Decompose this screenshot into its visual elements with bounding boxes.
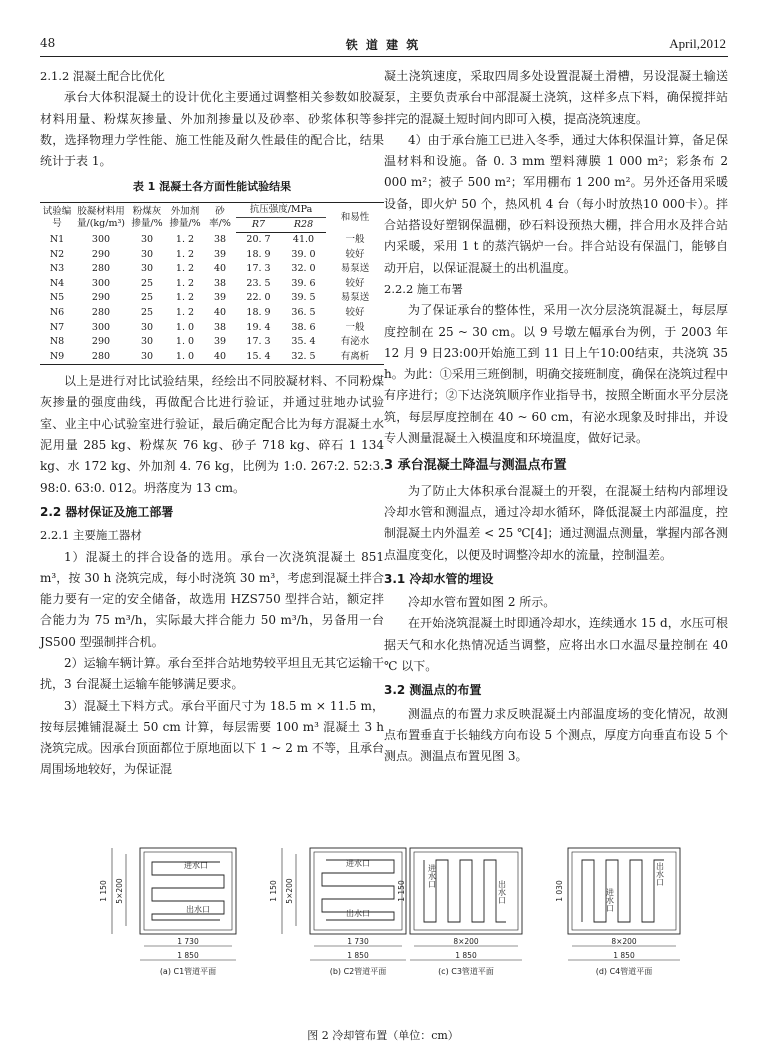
table-cell-sand: 40 bbox=[204, 350, 236, 365]
table-cell-r7: 23. 5 bbox=[246, 277, 271, 289]
table-row bbox=[40, 335, 384, 350]
left-column bbox=[40, 66, 384, 781]
right-column bbox=[384, 66, 728, 768]
dim-label: 1 850 bbox=[613, 951, 635, 960]
paragraph: 2）运输车辆计算。承台至拌合站地势较平坦且无其它运输干扰，3 台混凝土运输车能够满足要求。 bbox=[40, 655, 384, 692]
paragraph: 以上是进行对比试验结果，经绘出不同胶凝材料、不同粉煤灰掺量的强度曲线，再做配合比进行验证，并通过驻地办试验室、业主中心试验室进行验证，最后确定配合比为每方混凝土水泥用量 285 kg、粉煤灰 76 kg、砂子 718 kg、碎石 1 134 kg、水 172 kg、外加剂 4. 76 kg，比例为 1:0. 267:2. 52:3. 98:0. 63:0. 012。坍落度为 13 cm。 bbox=[40, 374, 384, 495]
performance-table bbox=[40, 202, 384, 365]
table-cell-binder: 290 bbox=[91, 336, 111, 348]
col-header-strength: 抗压强度/MPa bbox=[236, 202, 326, 217]
paragraph: 4）由于承台施工已进入冬季，通过大体积保温计算，备足保温材料和设施。备 0. 3 mm 塑料薄膜 1 000 m²；彩条布 2 000 m²；被子 500 m²；军用棚布 1 200 m²。另外还备用采暖设备，即火炉 50 个，热风机 4 台（每小时放热10 000卡）。拌合站搭设好塑钢保温棚，砂石料设预热大棚，拌合用水及拌合站内采暖，采用 1 t 的蒸汽锅炉一台。拌合站设有保温门，能够自动开启，以保证混凝土的出机温度。 bbox=[384, 132, 728, 275]
outlet-label: 出水口 bbox=[346, 909, 370, 918]
dim-label: 1 850 bbox=[455, 951, 477, 960]
table-row bbox=[40, 306, 384, 321]
table-cell-binder: 280 bbox=[91, 263, 111, 275]
table-cell-adm: 1. 2 bbox=[175, 233, 195, 245]
page-number: 48 bbox=[40, 36, 56, 50]
dim-label: 5×200 bbox=[115, 878, 124, 904]
table-cell-r28: 39. 6 bbox=[291, 277, 316, 289]
table-cell-fly: 30 bbox=[140, 336, 154, 348]
inlet-label: 进水口 bbox=[605, 888, 615, 912]
table-cell-work: 易泵送 bbox=[340, 292, 370, 304]
table-cell-adm: 1. 2 bbox=[175, 307, 195, 319]
col-header-sand-ratio: 砂率/% bbox=[204, 202, 236, 232]
table-cell-adm: 1. 2 bbox=[175, 292, 195, 304]
table-cell-id: N4 bbox=[49, 277, 65, 289]
table-cell-work: 有泌水 bbox=[340, 336, 370, 348]
table-cell-adm: 1. 0 bbox=[166, 350, 204, 365]
table-cell-work: 一般 bbox=[345, 321, 365, 333]
section-2-2-1-title: 2.2.1 主要施工器材 bbox=[40, 528, 142, 543]
dim-label: 1 850 bbox=[347, 951, 369, 960]
table-cell-r7: 20. 7 bbox=[246, 234, 271, 246]
issue-date: April,2012 bbox=[669, 36, 726, 51]
table-cell-sand: 39 bbox=[213, 248, 227, 260]
header-rule bbox=[40, 56, 728, 57]
table-row bbox=[40, 291, 384, 306]
table-cell-sand: 38 bbox=[213, 233, 227, 245]
table-cell-binder: 280 bbox=[91, 307, 111, 319]
table-row bbox=[40, 232, 384, 247]
dim-label: 1 850 bbox=[177, 951, 199, 960]
table-cell-work: 一般 bbox=[345, 233, 365, 245]
table-cell-adm: 1. 2 bbox=[175, 277, 195, 289]
table-cell-work: 易泵送 bbox=[340, 263, 370, 275]
table-cell-r28: 39. 5 bbox=[291, 292, 316, 304]
col-header-binder: 胶凝材料用量/(kg/m³) bbox=[74, 202, 128, 232]
col-header-r7: R7 bbox=[236, 217, 281, 232]
subfigure-caption: (d) C4管道平面 bbox=[595, 967, 653, 976]
dim-label: 8×200 bbox=[453, 937, 479, 946]
dim-label: 1 150 bbox=[397, 880, 406, 902]
col-header-id: 试验编号 bbox=[40, 202, 74, 232]
table-cell-binder: 290 bbox=[91, 248, 111, 260]
section-2-2-2-title: 2.2.2 施工布署 bbox=[384, 281, 463, 296]
dim-label: 1 730 bbox=[347, 937, 369, 946]
table-cell-adm: 1. 2 bbox=[175, 248, 195, 260]
table-cell-r28: 39. 0 bbox=[291, 248, 316, 260]
paragraph: 冷却水管布置如图 2 所示。 bbox=[408, 595, 556, 610]
outlet-label: 出水口 bbox=[655, 862, 665, 886]
table-cell-id: N5 bbox=[49, 292, 65, 304]
paragraph: 为了防止大体积承台混凝土的开裂，在混凝土结构内部埋设冷却水管和测温点，通过冷却水循环，降低混凝土内部温度，控制混凝土内外温差 < 25 ℃[4]；通过测温点测量，掌握内部各测点温度变化，以便及时调整冷却水的流量，控制温差。 bbox=[384, 483, 728, 562]
table-cell-r7: 18. 9 bbox=[246, 307, 271, 319]
section-2-1-2-title: 2.1.2 混凝土配合比优化 bbox=[40, 69, 165, 83]
table-cell-fly: 25 bbox=[140, 307, 154, 319]
table-cell-r7: 15. 4 bbox=[236, 350, 281, 365]
inlet-label: 进水口 bbox=[346, 859, 370, 868]
table-cell-work: 较好 bbox=[345, 277, 365, 289]
table-cell-binder: 300 bbox=[91, 277, 111, 289]
table-cell-fly: 25 bbox=[140, 292, 154, 304]
table-cell-sand: 40 bbox=[213, 307, 227, 319]
table-cell-id: N9 bbox=[40, 350, 74, 365]
table-cell-sand: 39 bbox=[213, 292, 227, 304]
paragraph: 在开始浇筑混凝土时即通冷却水，连续通水 15 d，水压可根据天气和水化热情况适当调整，应将出水口水温尽量控制在 40 ℃ 以下。 bbox=[384, 616, 728, 674]
table-row bbox=[40, 320, 384, 335]
table-cell-id: N6 bbox=[49, 307, 65, 319]
table-row bbox=[40, 262, 384, 277]
table-cell-adm: 1. 0 bbox=[175, 336, 195, 348]
table-cell-fly: 30 bbox=[140, 263, 154, 275]
table-cell-r7: 17. 3 bbox=[246, 336, 271, 348]
subfigure-caption: (b) C2管道平面 bbox=[329, 967, 387, 976]
table-cell-r28: 38. 6 bbox=[291, 321, 316, 333]
table-cell-fly: 30 bbox=[128, 350, 166, 365]
table-cell-id: N3 bbox=[49, 263, 65, 275]
dim-label: 1 150 bbox=[269, 880, 278, 902]
paragraph: 测温点的布置力求反映混凝土内部温度场的变化情况，故测点布置垂直于长轴线方向布设 5 个测点，厚度方向垂直布设 5 个测点。测温点布置见图 3。 bbox=[384, 706, 728, 764]
table-cell-r7: 22. 0 bbox=[246, 292, 271, 304]
table-row bbox=[40, 247, 384, 262]
table-cell-r28: 35. 4 bbox=[291, 336, 316, 348]
section-3-title: 3 承台混凝土降温与测温点布置 bbox=[384, 458, 567, 474]
table-cell-sand: 39 bbox=[213, 336, 227, 348]
table-cell-r28: 36. 5 bbox=[291, 307, 316, 319]
table-cell-fly: 25 bbox=[140, 277, 154, 289]
dim-label: 1 150 bbox=[99, 880, 108, 902]
table-row bbox=[40, 277, 384, 292]
table-cell-fly: 30 bbox=[140, 233, 154, 245]
table-cell-fly: 30 bbox=[140, 321, 154, 333]
inlet-label: 进水口 bbox=[427, 864, 437, 888]
table-cell-work: 较好 bbox=[345, 248, 365, 260]
paragraph: 3）混凝土下料方式。承台平面尺寸为 18.5 m × 11.5 m，按每层摊铺混凝土 50 cm 计算，每层需要 100 m³ 混凝土 3 h 浇筑完成。因承台顶面都位于原地面以下 1 ~ 2 m 不等，且承台周围场地较好，为保证混 bbox=[40, 698, 384, 777]
subfigure-caption: (a) C1管道平面 bbox=[159, 967, 217, 976]
figure-2 bbox=[40, 840, 728, 1020]
col-header-flyash: 粉煤灰掺量/% bbox=[128, 202, 166, 232]
dim-label: 8×200 bbox=[611, 937, 637, 946]
inlet-label: 进水口 bbox=[184, 861, 208, 870]
col-header-r28: R28 bbox=[281, 217, 326, 232]
journal-title: 铁 道 建 筑 bbox=[345, 38, 421, 52]
table-cell-binder: 280 bbox=[74, 350, 128, 365]
dim-label: 5×200 bbox=[285, 878, 294, 904]
col-header-workability: 和易性 bbox=[326, 202, 384, 232]
table-cell-r7: 19. 4 bbox=[246, 321, 271, 333]
table-cell-id: N2 bbox=[49, 248, 65, 260]
table-row bbox=[40, 350, 384, 365]
table-cell-r28: 32. 0 bbox=[291, 263, 316, 275]
table-cell-sand: 40 bbox=[213, 263, 227, 275]
table-cell-work: 较好 bbox=[345, 307, 365, 319]
table-cell-adm: 1. 0 bbox=[175, 321, 195, 333]
table-cell-id: N1 bbox=[49, 233, 65, 245]
table-cell-r28: 32. 5 bbox=[281, 350, 326, 365]
dim-label: 1 730 bbox=[177, 937, 199, 946]
table-cell-r28: 41.0 bbox=[292, 234, 315, 246]
table-cell-id: N7 bbox=[49, 321, 65, 333]
dim-label: 1 030 bbox=[555, 880, 564, 902]
paragraph: 1）混凝土的拌合设备的选用。承台一次浇筑混凝土 851 m³，按 30 h 浇筑完成，每小时浇筑 30 m³，考虑到混凝土拌合能力要有一定的安全储备，故选用 HZS750 型拌合站，额定拌合能力为 75 m³/h，实际最大拌合能力 50 m³/h，另备用一台 JS500 型强制拌合机。 bbox=[40, 549, 384, 649]
table-cell-r7: 17. 3 bbox=[246, 263, 271, 275]
subfigure-caption: (c) C3管道平面 bbox=[438, 967, 494, 976]
section-2-2-title: 2.2 器材保证及施工部署 bbox=[40, 504, 174, 519]
table-cell-binder: 300 bbox=[91, 233, 111, 245]
cooling-pipe-layout bbox=[40, 840, 728, 1020]
outlet-label: 出水口 bbox=[497, 880, 507, 904]
table-cell-binder: 300 bbox=[91, 321, 111, 333]
col-header-admixture: 外加剂掺量/% bbox=[166, 202, 204, 232]
table-cell-r7: 18. 9 bbox=[246, 248, 271, 260]
section-3-2-title: 3.2 测温点的布置 bbox=[384, 683, 482, 698]
table-cell-fly: 30 bbox=[140, 248, 154, 260]
outlet-label: 出水口 bbox=[186, 905, 210, 914]
paragraph: 为了保证承台的整体性，采用一次分层浇筑混凝土，每层厚度控制在 25 ~ 30 cm。以 9 号墩左幅承台为例，于 2003 年 12 月 9 日23:00开始施工到 11 日上午10:00结束，共浇筑 35 h。为此：①采用三班倒制，明确交接班制度，确保在浇筑过程中有序进行；②下达浇筑顺序作业指导书，按照全断面水平分层浇筑，每层厚度控制在 40 ~ 60 cm，有泌水现象及时排出，并设专人测量混凝土入模温度和环境温度，做好记录。 bbox=[384, 303, 728, 446]
table-cell-work: 有离析 bbox=[326, 350, 384, 365]
table-cell-adm: 1. 2 bbox=[175, 263, 195, 275]
paragraph: 承台大体积混凝土的设计优化主要通过调整相关参数如胶凝材料用量、粉煤灰掺量、外加剂掺量以及砂率、砂浆体积等参数，选择物理力学性能、施工性能及耐久性最佳的配合比，结果统计于表 1。 bbox=[40, 90, 384, 169]
table-cell-binder: 290 bbox=[91, 292, 111, 304]
table-caption: 表 1 混凝土各方面性能试验结果 bbox=[132, 180, 292, 194]
paragraph: 凝土浇筑速度，采取四周多处设置混凝土滑槽，另设混凝土输送泵，主要负责承台中部混凝土浇筑，这样多点下料，确保搅拌站拌完的混凝土短时间内即可入模，提高浇筑速度。 bbox=[384, 69, 728, 126]
table-cell-sand: 38 bbox=[213, 321, 227, 333]
table-cell-sand: 38 bbox=[213, 277, 227, 289]
table-cell-id: N8 bbox=[49, 336, 65, 348]
section-3-1-title: 3.1 冷却水管的埋设 bbox=[384, 571, 494, 586]
figure-caption: 图 2 冷却管布置（单位：cm） bbox=[307, 1029, 459, 1042]
panel-c4 bbox=[568, 848, 680, 934]
